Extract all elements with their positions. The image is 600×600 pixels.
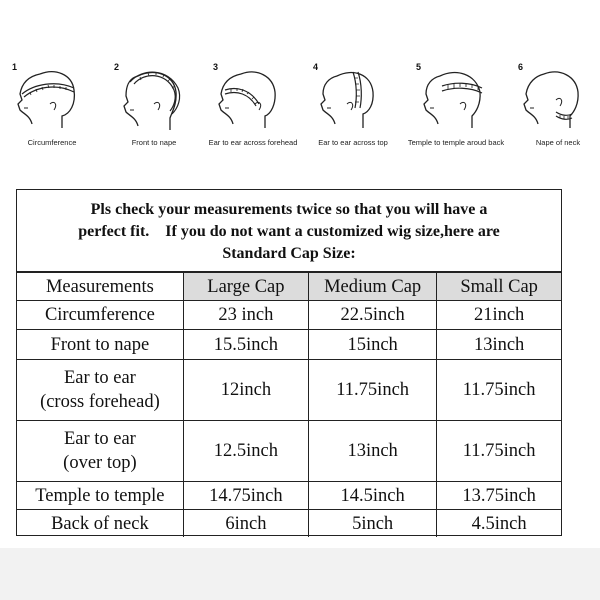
head-ear-to-ear-top-icon [311,64,391,136]
step-caption: Circumference [27,138,77,147]
step-number: 3 [213,62,219,72]
row-label: Back of neck [17,510,183,538]
measurement-notice [17,190,561,272]
row-label-line-2: (over top) [63,453,137,473]
cap-size-card [16,189,562,536]
small-cap-value: 21inch [437,301,561,330]
row-label-line-1: Ear to ear [63,368,136,388]
head-ear-to-ear-forehead-icon [211,64,291,136]
medium-cap-value: 15inch [309,330,437,360]
medium-cap-value: 22.5inch [309,301,437,330]
table-row [17,301,561,330]
table-header-row [17,273,561,301]
step-caption: Ear to ear across top [318,138,388,147]
header-medium-cap: Medium Cap [309,273,437,301]
small-cap-value: 13.75inch [437,482,561,510]
notice-line-2: perfect fit. If you do not want a customized wig size,here are [78,223,500,240]
step-number: 6 [518,62,524,72]
large-cap-value: 14.75inch [183,482,308,510]
step-6 [508,60,600,155]
table-row [17,510,561,538]
step-5 [406,60,506,155]
table-row [17,360,561,421]
step-caption: Temple to temple aroud back [407,138,505,147]
step-number: 5 [416,62,422,72]
large-cap-value: 23 inch [183,301,308,330]
header-large-cap: Large Cap [183,273,308,301]
head-nape-of-neck-icon [516,64,596,136]
small-cap-value: 13inch [437,330,561,360]
step-4 [303,60,403,155]
row-label [17,360,183,421]
row-label: Temple to temple [17,482,183,510]
row-label: Circumference [17,301,183,330]
small-cap-value: 11.75inch [437,421,561,482]
step-caption: Nape of neck [535,138,581,147]
medium-cap-value: 13inch [309,421,437,482]
step-number: 4 [313,62,319,72]
small-cap-value: 11.75inch [437,360,561,421]
medium-cap-value: 5inch [309,510,437,538]
step-2 [104,60,204,155]
row-label: Front to nape [17,330,183,360]
medium-cap-value: 11.75inch [309,360,437,421]
table-row [17,482,561,510]
step-caption: Ear to ear across forehead [208,138,298,147]
notice-line-3: Standard Cap Size: [222,245,356,262]
row-label-line-2: (cross forehead) [40,392,160,412]
large-cap-value: 12inch [183,360,308,421]
row-label [17,421,183,482]
cap-size-table [17,272,561,537]
medium-cap-value: 14.5inch [309,482,437,510]
bottom-band [0,548,600,600]
small-cap-value: 4.5inch [437,510,561,538]
head-front-to-nape-icon [112,64,192,136]
row-label-line-1: Ear to ear [63,429,136,449]
step-1 [2,60,102,155]
large-cap-value: 6inch [183,510,308,538]
step-caption: Front to nape [131,138,177,147]
large-cap-value: 12.5inch [183,421,308,482]
step-number: 2 [114,62,120,72]
table-row [17,330,561,360]
header-small-cap: Small Cap [437,273,561,301]
header-measurements: Measurements [17,273,183,301]
measurement-steps [0,60,600,160]
head-circumference-icon [10,64,90,136]
step-number: 1 [12,62,18,72]
large-cap-value: 15.5inch [183,330,308,360]
step-3 [203,60,303,155]
head-temple-to-temple-icon [414,64,494,136]
notice-line-1: Pls check your measurements twice so that you will have a [90,201,488,218]
table-row [17,421,561,482]
